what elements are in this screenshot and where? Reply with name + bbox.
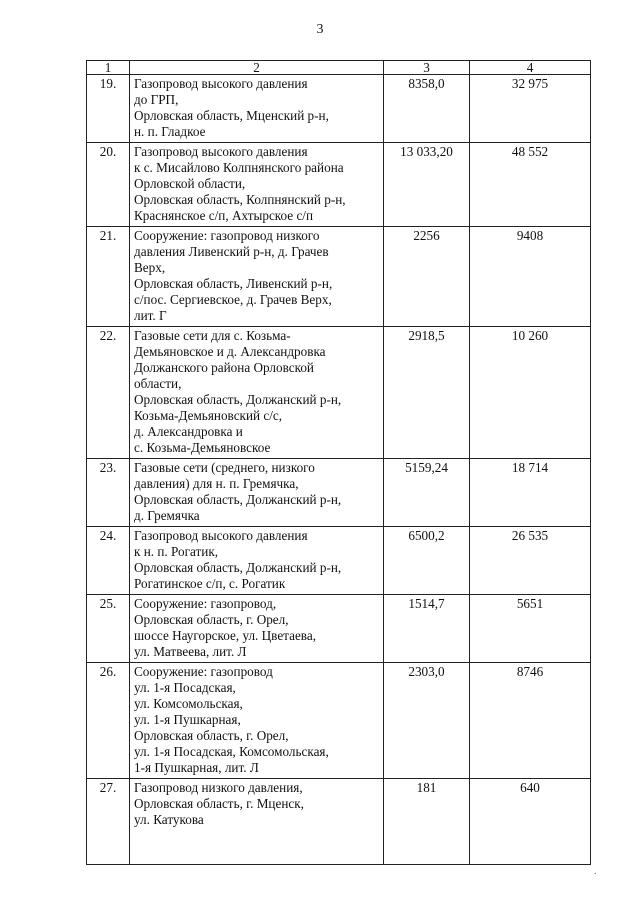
description-line: до ГРП,	[134, 92, 179, 107]
object-area: 2256	[384, 227, 470, 327]
table-row	[87, 527, 591, 595]
object-area: 2303,0	[384, 663, 470, 779]
object-value: 8746	[470, 663, 591, 779]
description-line: Орловская область, Должанский р-н,	[134, 492, 342, 507]
row-number: 22.	[87, 327, 130, 459]
description-line: Верх,	[134, 260, 166, 275]
row-number: 26.	[87, 663, 130, 779]
row-number: 27.	[87, 779, 130, 865]
objects-table	[86, 60, 591, 865]
object-value: 18 714	[470, 459, 591, 527]
description-line: д. Александровка и	[134, 424, 243, 439]
table-row	[87, 779, 591, 865]
description-line: Краснянское с/п, Ахтырское с/п	[134, 208, 314, 223]
description-line: Газовые сети для с. Козьма-	[134, 328, 291, 343]
object-area: 8358,0	[384, 75, 470, 143]
object-area: 13 033,20	[384, 143, 470, 227]
description-line: Сооружение: газопровод низкого	[134, 228, 320, 243]
object-value: 9408	[470, 227, 591, 327]
description-line: к н. п. Рогатик,	[134, 544, 219, 559]
page-number: 3	[316, 22, 324, 37]
description-line: с/пос. Сергиевское, д. Грачев Верх,	[134, 292, 332, 307]
description-line: Газопровод высокого давления	[134, 76, 308, 91]
object-area: 5159,24	[384, 459, 470, 527]
object-description	[130, 75, 384, 143]
description-line: н. п. Гладкое	[134, 124, 206, 139]
object-value: 10 260	[470, 327, 591, 459]
object-area: 1514,7	[384, 595, 470, 663]
object-area: 6500,2	[384, 527, 470, 595]
table-row	[87, 75, 591, 143]
column-header: 4	[470, 61, 591, 75]
description-line: Орловской области,	[134, 176, 246, 191]
row-number: 25.	[87, 595, 130, 663]
description-line: Газопровод низкого давления,	[134, 780, 303, 795]
description-line: давления Ливенский р-н, д. Грачев	[134, 244, 329, 259]
description-line: лит. Г	[134, 308, 167, 323]
description-line: Орловская область, Ливенский р-н,	[134, 276, 333, 291]
description-line: Должанского района Орловской	[134, 360, 314, 375]
object-description	[130, 779, 384, 865]
object-description	[130, 459, 384, 527]
description-line: Газовые сети (среднего, низкого	[134, 460, 315, 475]
description-line: области,	[134, 376, 182, 391]
description-line: Сооружение: газопровод,	[134, 596, 277, 611]
description-line: Орловская область, Мценский р-н,	[134, 108, 329, 123]
description-line: Рогатинское с/п, с. Рогатик	[134, 576, 286, 591]
description-line: Демьяновское и д. Александровка	[134, 344, 326, 359]
object-description	[130, 527, 384, 595]
description-line: Орловская область, г. Мценск,	[134, 796, 304, 811]
description-line: с. Козьма-Демьяновское	[134, 440, 271, 455]
object-area: 181	[384, 779, 470, 865]
description-line: Орловская область, Должанский р-н,	[134, 560, 342, 575]
column-header: 1	[87, 61, 130, 75]
description-line: д. Гремячка	[134, 508, 200, 523]
description-line: ул. Комсомольская,	[134, 696, 243, 711]
row-number: 19.	[87, 75, 130, 143]
row-number: 24.	[87, 527, 130, 595]
table-row	[87, 595, 591, 663]
row-number: 21.	[87, 227, 130, 327]
description-line: 1-я Пушкарная, лит. Л	[134, 760, 259, 775]
description-line: ул. 1-я Посадская,	[134, 680, 236, 695]
description-line: ул. 1-я Посадская, Комсомольская,	[134, 744, 329, 759]
table-row	[87, 327, 591, 459]
column-header: 3	[384, 61, 470, 75]
scan-mark: .	[594, 866, 597, 877]
row-number: 23.	[87, 459, 130, 527]
object-value: 26 535	[470, 527, 591, 595]
object-description	[130, 595, 384, 663]
object-description	[130, 327, 384, 459]
description-line: ул. 1-я Пушкарная,	[134, 712, 241, 727]
object-value: 32 975	[470, 75, 591, 143]
description-line: Сооружение: газопровод	[134, 664, 273, 679]
object-value: 640	[470, 779, 591, 865]
description-line: шоссе Наугорское, ул. Цветаева,	[134, 628, 317, 643]
description-line: ул. Матвеева, лит. Л	[134, 644, 247, 659]
object-description	[130, 663, 384, 779]
column-header: 2	[130, 61, 384, 75]
object-description	[130, 227, 384, 327]
table-row	[87, 459, 591, 527]
object-area: 2918,5	[384, 327, 470, 459]
table-header-row	[87, 61, 591, 75]
description-line: Орловская область, Колпнянский р-н,	[134, 192, 346, 207]
table-row	[87, 663, 591, 779]
description-line: давления) для н. п. Гремячка,	[134, 476, 299, 491]
description-line: ул. Катукова	[134, 812, 204, 827]
description-line: Козьма-Демьяновский с/с,	[134, 408, 283, 423]
description-line: Газопровод высокого давления	[134, 528, 308, 543]
description-line: Орловская область, г. Орел,	[134, 612, 289, 627]
object-value: 48 552	[470, 143, 591, 227]
object-value: 5651	[470, 595, 591, 663]
table-row	[87, 143, 591, 227]
description-line: Газопровод высокого давления	[134, 144, 308, 159]
description-line: к с. Мисайлово Колпнянского района	[134, 160, 344, 175]
description-line: Орловская область, г. Орел,	[134, 728, 289, 743]
description-line: Орловская область, Должанский р-н,	[134, 392, 342, 407]
object-description	[130, 143, 384, 227]
row-number: 20.	[87, 143, 130, 227]
table-row	[87, 227, 591, 327]
